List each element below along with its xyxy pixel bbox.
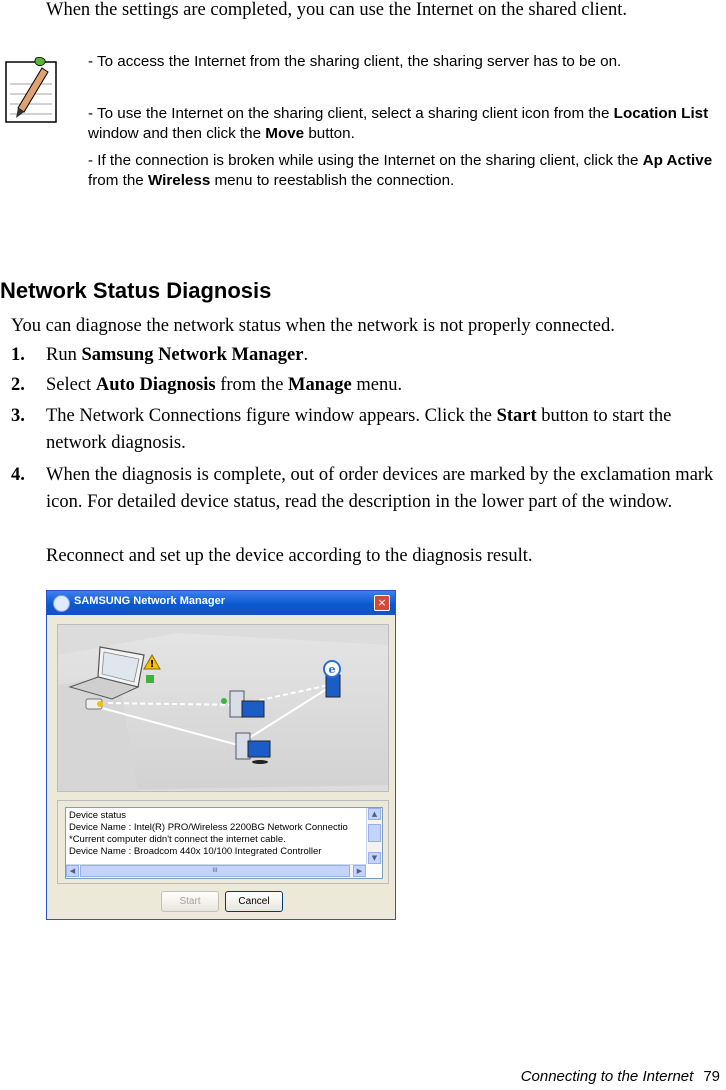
vertical-scrollbar[interactable] (366, 808, 382, 864)
horizontal-scrollbar[interactable] (66, 864, 366, 878)
window-title: SAMSUNG Network Manager (74, 595, 225, 607)
device-status-text (69, 810, 367, 858)
note-2: - To use the Internet on the sharing client, select a sharing client icon from the Location List window and then click the Move button. (88, 105, 709, 142)
device-status-box[interactable] (65, 807, 383, 879)
status-ok-icon (146, 675, 154, 683)
scroll-thumb[interactable] (368, 824, 381, 842)
reconnect-text: Reconnect and set up the device according to the diagnosis result. (46, 546, 533, 566)
scroll-left-icon[interactable]: ◀ (66, 865, 79, 877)
horizontal-scroll-thumb[interactable]: III (80, 865, 350, 877)
note-3: - If the connection is broken while using the Internet on the sharing client, click the Ap Active from the Wireless menu to reestablish the connection. (88, 152, 713, 189)
status-line: *Current computer didn't connect the internet cable. (69, 834, 286, 845)
section-description: You can diagnose the network status when the network is not properly connected. (11, 316, 615, 336)
footer-title: Connecting to the Internet (520, 1068, 694, 1085)
scroll-up-icon[interactable]: ▲ (368, 808, 381, 820)
step-1: 1. Run Samsung Network Manager. (11, 345, 309, 365)
network-manager-window (46, 590, 396, 920)
page-number: 79 (703, 1068, 720, 1085)
network-adapter-icon (86, 699, 103, 709)
close-button[interactable]: × (374, 595, 390, 611)
scroll-right-icon[interactable]: ▶ (353, 865, 366, 877)
svg-text:e: e (328, 663, 336, 676)
window-titlebar (47, 591, 395, 615)
start-button[interactable]: Start (161, 891, 219, 912)
section-heading: Network Status Diagnosis (0, 278, 272, 303)
step-3: 3. The Network Connections figure window appears. Click the Start button to start the network diagnosis. (11, 406, 672, 453)
network-diagram (57, 624, 389, 792)
step-4: 4. When the diagnosis is complete, out of order devices are marked by the exclamation mark icon. For detailed device status, read the description in the lower part of the window. (11, 465, 714, 512)
intro-text: When the settings are completed, you can use the Internet on the shared client. (46, 0, 627, 20)
cancel-button[interactable]: Cancel (225, 891, 283, 912)
status-line: Device Name : Broadcom 440x 10/100 Integrated Controller (69, 846, 322, 857)
scroll-down-icon[interactable]: ▼ (368, 852, 381, 864)
note-1: - To access the Internet from the sharing client, the sharing server has to be on. (88, 53, 622, 70)
note-pencil-icon (2, 54, 60, 126)
samsung-logo-icon (53, 595, 70, 612)
status-line: Device status (69, 810, 127, 821)
page-footer (521, 1068, 720, 1085)
step-2: 2. Select Auto Diagnosis from the Manage menu. (11, 375, 403, 395)
internet-explorer-icon (324, 661, 340, 697)
status-line: Device Name : Intel(R) PRO/Wireless 2200BG Network Connectio (69, 822, 348, 833)
svg-text:!: ! (149, 659, 155, 670)
